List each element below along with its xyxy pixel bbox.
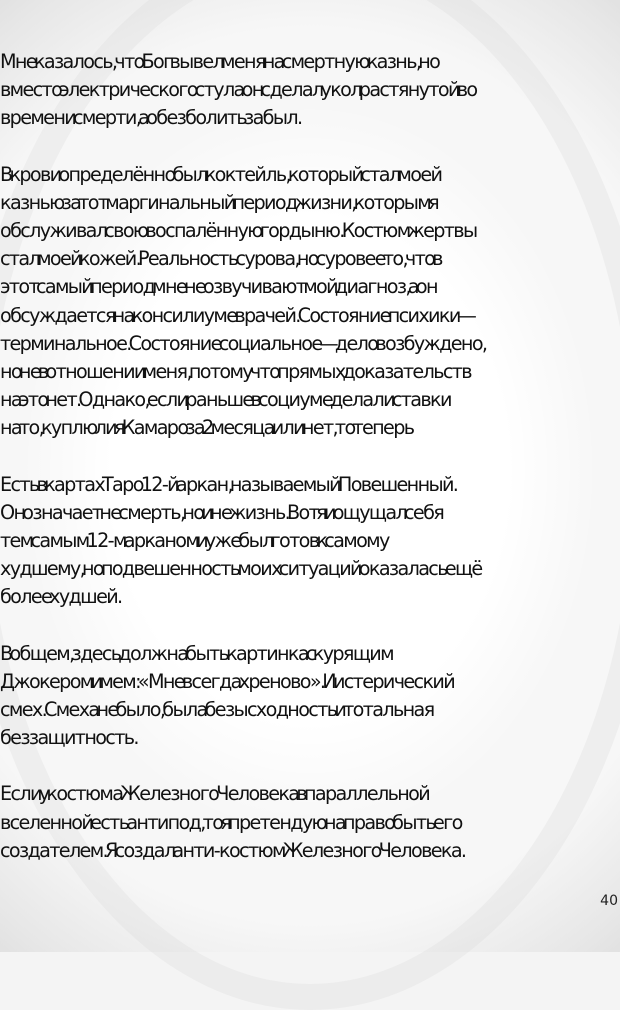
text-line: но не в отношении меня, потому что прямых доказательств	[0, 360, 471, 384]
text-line: Он означает не смерть, но и не жизнь. Вот я и ощущал себя	[0, 500, 444, 524]
text-line: Мне казалось, что Бог вывел меня на смертную казнь, но	[0, 50, 440, 73]
text-line: Есть в картах Таро 12-й аркан, называемый Повешенный.	[0, 472, 458, 496]
text-line: В общем, здесь должна быть картинка с курящим	[0, 641, 393, 665]
paragraph-1	[0, 48, 620, 133]
paragraph-2	[0, 161, 620, 443]
text-line: создателем. Я создал анти-костюм Железного Человека.	[0, 838, 466, 862]
text-line: времени смерти, а обезболить забыл.	[0, 106, 302, 130]
text-line: более худшей.	[0, 585, 122, 609]
text-line: этот самый период мне не озвучивают мой диагноз, а он	[0, 275, 437, 299]
paragraph-4	[0, 640, 620, 753]
text-line: беззащитность.	[0, 726, 138, 750]
text-line: вселенной есть антипод, то я претендую на право быть его	[0, 810, 462, 834]
text-line: Джокером и мем: «Мне всегда хреново». И истерический	[0, 669, 455, 693]
text-line: на это нет. Однако, если раньше в социуме делали ставки	[0, 388, 451, 412]
text-line: Если у костюма Железного Человека в параллельной	[0, 782, 430, 806]
text-line: стал моей кожей. Реальность сурова, но суровее то, что в	[0, 247, 442, 271]
document-page	[0, 48, 620, 893]
paragraph-5	[0, 780, 620, 865]
text-line: В крови определённо был коктейль, который стал моей	[0, 162, 442, 186]
text-line: тем самым 12-м арканом и уже был готов к самому	[0, 529, 389, 553]
text-line: терминальное. Состояние социальное — дело возбуждено,	[0, 331, 487, 355]
text-line: на то, куплю ли я Камаро за 2 месяца или нет, то теперь	[0, 416, 414, 440]
paragraph-3	[0, 471, 620, 612]
text-line: обсуждается на консилиуме врачей. Состояние психики —	[0, 303, 476, 327]
text-line: обслуживал свою воспалённую гордыню. Костюм жертвы	[0, 219, 477, 243]
page-number: 40	[600, 893, 618, 909]
text-line: вместо электрического стула он сделал укол растянутой во	[0, 78, 477, 102]
text-line: смех. Смеха не было, была безысходность и тотальная	[0, 698, 434, 722]
text-line: худшему, но подвешенность моих ситуаций оказалась ещё	[0, 557, 482, 581]
text-line: казнью за тот маргинальный период жизни, которым я	[0, 190, 438, 214]
